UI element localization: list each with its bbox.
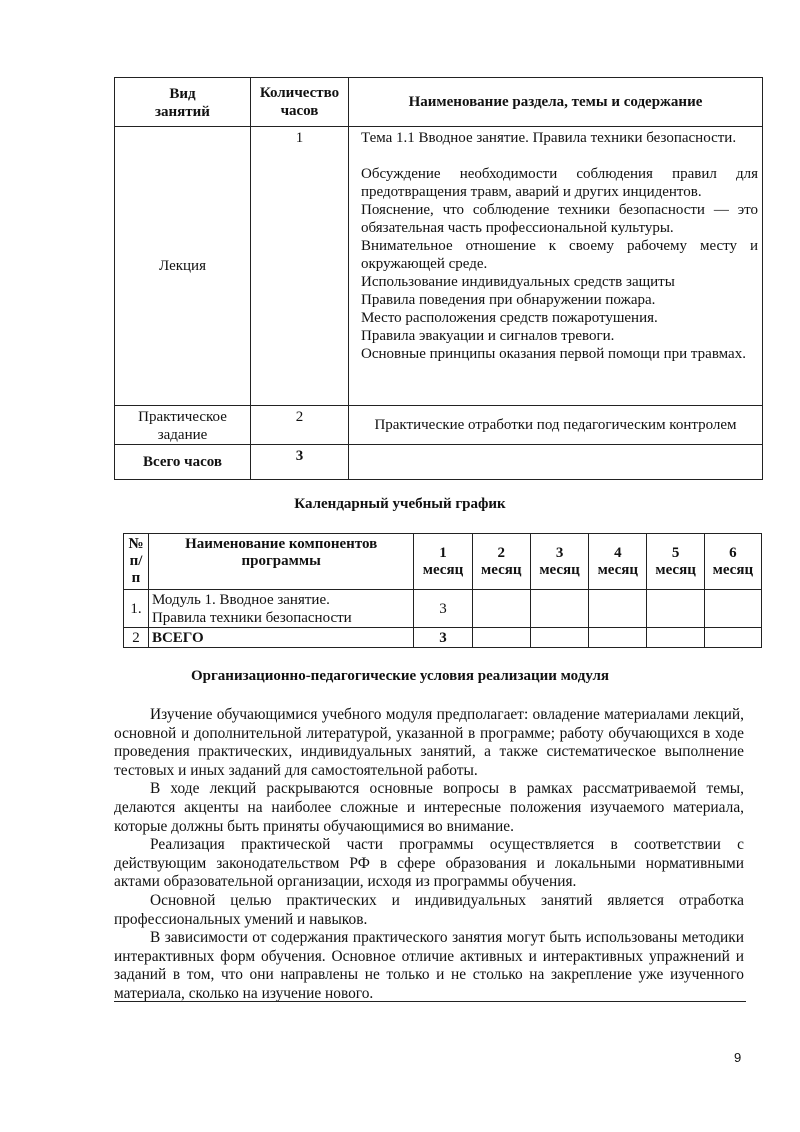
month-cell: [589, 590, 647, 628]
component-name: ВСЕГО: [148, 628, 413, 648]
content-cell: [349, 127, 763, 406]
lesson-type-cell: Лекция: [115, 127, 251, 406]
topic-title: Тема 1.1 Вводное занятие. Правила техники безопасности.: [361, 130, 737, 146]
month-cell: [704, 590, 761, 628]
component-text: Модуль 1. Вводное занятие.: [151, 591, 330, 608]
page-number: 9: [734, 1050, 742, 1065]
month-cell: [472, 628, 530, 648]
month-word: месяц: [712, 561, 754, 578]
total-hours: 3: [251, 445, 349, 480]
topics-table: [114, 77, 763, 480]
lesson-type-cell: [115, 406, 251, 445]
content-line: Использование индивидуальных средств защиты: [361, 274, 675, 290]
month-cell: 3: [414, 628, 472, 648]
month-cell: [647, 590, 704, 628]
month-cell: [472, 590, 530, 628]
paragraph: В ходе лекций раскрываются основные вопросы в рамках рассматриваемой темы, делаются акценты на наиболее сложные и интересные положения изучаемого материала, которые должны быть приняты обучающимися во внимание.: [114, 780, 744, 835]
header-month-3: [530, 534, 588, 590]
component-text: Правила техники безопасности: [151, 609, 352, 626]
header-text: Вид: [169, 86, 196, 102]
header-text: Количество: [259, 85, 340, 101]
content-line: Правила поведения при обнаружении пожара.: [361, 292, 656, 308]
header-hours: [251, 78, 349, 127]
header-month-5: [647, 534, 704, 590]
paragraph: В зависимости от содержания практического занятия могут быть использованы методики интерактивных форм обучения. Основное отличие активных и интерактивных упражнений и заданий в том, что они направлены не только и не столько на закрепление уже изученного материала, сколько на изучение нового.: [114, 929, 744, 1002]
hours-cell: 1: [251, 127, 349, 406]
row-number: 1.: [124, 590, 149, 628]
content-line: Пояснение, что соблюдение техники безопасности — это обязательная часть профессиональной культуры.: [361, 202, 758, 236]
spacer: [361, 147, 758, 165]
header-month-4: [589, 534, 647, 590]
section-body: [114, 706, 744, 1004]
month-word: месяц: [481, 561, 522, 578]
header-content: Наименование раздела, темы и содержание: [349, 78, 763, 127]
lesson-type-text: задание: [157, 427, 208, 443]
content-line: Правила эвакуации и сигналов тревоги.: [361, 328, 615, 344]
content-line: Обсуждение необходимости соблюдения правил для предотвращения травм, аварий и других инцидентов.: [361, 166, 758, 200]
header-text: занятий: [155, 104, 210, 120]
header-number: [124, 534, 149, 590]
header-text: часов: [280, 103, 319, 119]
header-component-name: [148, 534, 413, 590]
content-cell: Практические отработки под педагогическим контролем: [349, 406, 763, 445]
header-month-2: [472, 534, 530, 590]
paragraph: Изучение обучающимися учебного модуля предполагает: овладение материалами лекций, основной и дополнительной литературой, указанной в программе; работу обучающихся в ходе проведения практических, индивидуальных занятий, а также систематическое выполнение тестовых и иных заданий для самостоятельной работы.: [114, 706, 744, 779]
month-cell: [589, 628, 647, 648]
header-lesson-type: [115, 78, 251, 127]
month-number: 2: [497, 544, 506, 561]
month-word: месяц: [422, 561, 464, 578]
header-month-1: [414, 534, 472, 590]
content-line: Основные принципы оказания первой помощи при травмах.: [361, 346, 746, 362]
paragraph: Реализация практической части программы осуществляется в соответствии с действующим законодательством РФ в сфере образования и локальными нормативными актами образовательной организации, исходя из программы обучения.: [114, 836, 744, 891]
bottom-rule: [114, 1001, 746, 1002]
section-title: Организационно-педагогические условия реализации модуля: [190, 668, 609, 684]
header-text: Наименование компонентов: [185, 536, 378, 552]
header-text: программы: [241, 553, 321, 569]
lesson-type-text: Практическое: [138, 409, 227, 425]
total-content: [349, 445, 763, 480]
table-row: [115, 127, 763, 406]
month-cell: [530, 590, 588, 628]
table-row: [115, 406, 763, 445]
month-word: месяц: [655, 561, 696, 578]
table-header-row: [115, 78, 763, 127]
month-number: 1: [439, 544, 447, 561]
total-label: Всего часов: [115, 445, 251, 480]
paragraph: Основной целью практических и индивидуальных занятий является отработка профессиональных умений и навыков.: [114, 891, 744, 928]
month-number: 3: [555, 544, 564, 561]
month-number: 5: [671, 544, 680, 561]
total-row: [115, 445, 763, 480]
row-number: 2: [124, 628, 149, 648]
month-number: 6: [729, 544, 737, 561]
month-word: месяц: [597, 561, 639, 578]
table-row: [124, 590, 762, 628]
header-text: п: [131, 570, 141, 586]
month-cell: [704, 628, 761, 648]
table-header-row: [124, 534, 762, 590]
component-name: [148, 590, 413, 628]
total-row: [124, 628, 762, 648]
month-cell: 3: [414, 590, 472, 628]
schedule-table: [123, 533, 762, 648]
month-cell: [530, 628, 588, 648]
content-line: Внимательное отношение к своему рабочему месту и окружающей среде.: [361, 238, 758, 272]
month-word: месяц: [539, 561, 580, 578]
header-text: №: [128, 536, 144, 552]
hours-cell: 2: [251, 406, 349, 445]
month-number: 4: [614, 544, 622, 561]
header-month-6: [704, 534, 761, 590]
header-text: п/: [129, 553, 143, 569]
schedule-title: Календарный учебный график: [294, 496, 506, 512]
month-cell: [647, 628, 704, 648]
content-line: Место расположения средств пожаротушения.: [361, 310, 658, 326]
